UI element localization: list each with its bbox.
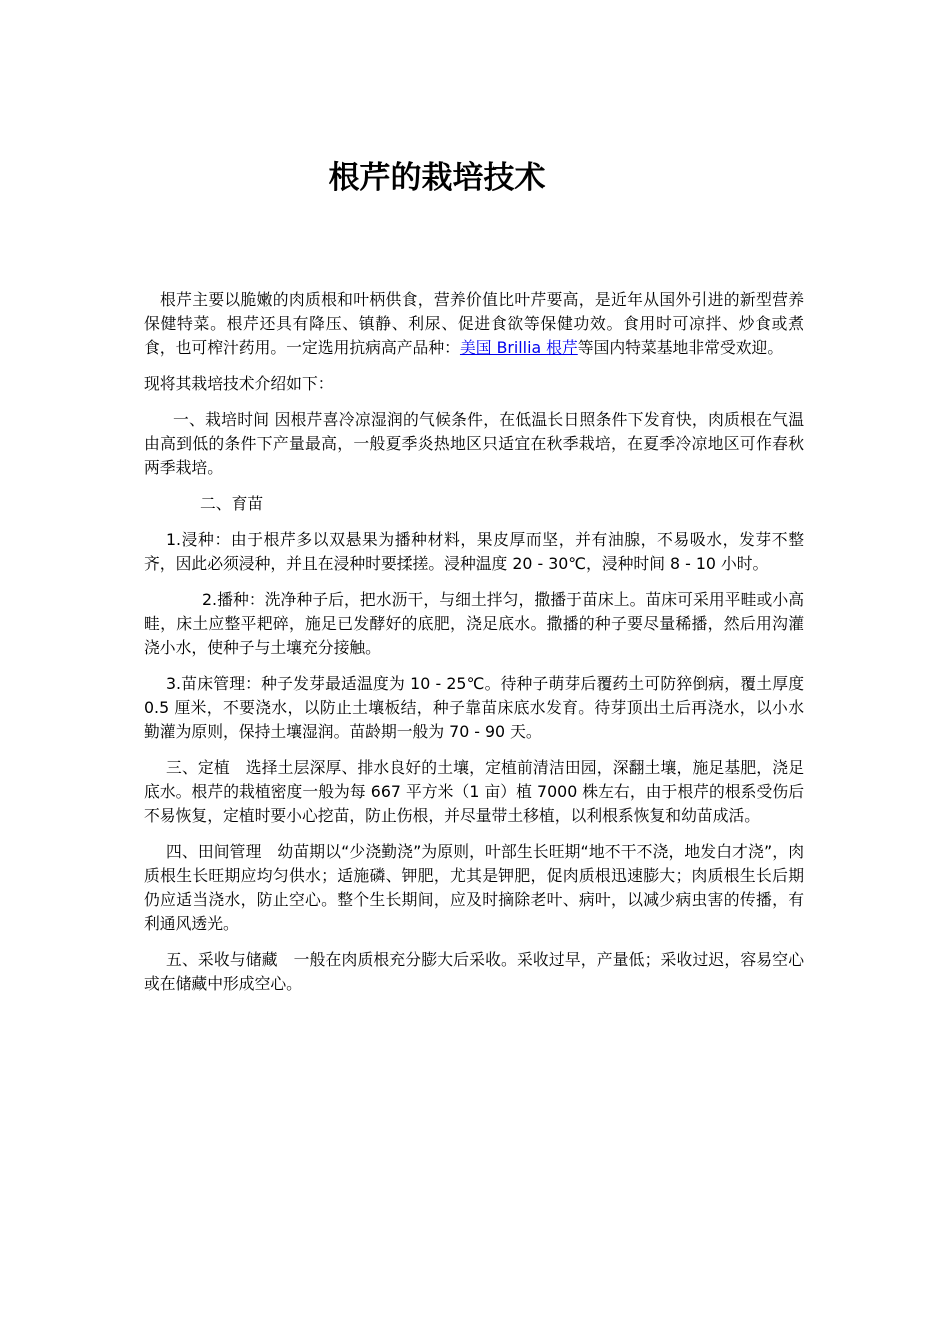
paragraph-section-5: 五、采收与储藏 一般在肉质根充分膨大后采收。采收过早，产量低；采收过迟，容易空心或在储藏中形成空心。 xyxy=(144,950,804,993)
variety-link[interactable]: 美国 Brillia 根芹 xyxy=(459,338,578,357)
paragraph-seedbed-management: 3.苗床管理：种子发芽最适温度为 10 - 25℃。待种子萌芽后覆药土可防猝倒病，覆土厚度 0.5 厘米，不要浇水，以防止土壤板结，种子靠苗床底水发育。待芽顶出土后再浇水，以小水勤灌为原则，保持土壤湿润。苗龄期一般为 70 - 90 天。 xyxy=(144,674,804,741)
intro-paragraph xyxy=(144,288,804,360)
paragraph-section-3: 三、定植 选择土层深厚、排水良好的土壤，定植前清洁田园，深翻土壤，施足基肥，浇足底水。根芹的栽植密度一般为每 667 平方米（1 亩）植 7000 株左右，由于根芹的根系受伤后不易恢复，定植时要小心挖苗，防止伤根，并尽量带土移植，以利根系恢复和幼苗成活。 xyxy=(144,758,804,825)
page-title: 根芹的栽培技术 xyxy=(328,160,546,196)
paragraph-section-4: 四、田间管理 幼苗期以“少浇勤浇”为原则，叶部生长旺期“地不干不浇，地发白才浇”，肉质根生长旺期应均匀供水；适施磷、钾肥，尤其是钾肥，促肉质根迅速膨大；肉质根生长后期仍应适当浇水，防止空心。整个生长期间，应及时摘除老叶、病叶，以减少病虫害的传播，有利通风透光。 xyxy=(144,842,804,933)
intro-text-before-link: 根芹主要以脆嫩的肉质根和叶柄供食，营养价值比叶芹要高，是近年从国外引进的新型营养保健特菜。根芹还具有降压、镇静、利尿、促进食欲等保健功效。食用时可凉拌、炒食或煮食，也可榨汁药用。一定选用抗病高产品种： xyxy=(144,290,804,357)
document-body xyxy=(144,288,804,1008)
paragraph-overview: 现将其栽培技术介绍如下： xyxy=(144,374,334,393)
paragraph-sowing: 2.播种：洗净种子后，把水沥干，与细土拌匀，撒播于苗床上。苗床可采用平畦或小高畦，床土应整平耙碎，施足已发酵好的底肥，浇足底水。撒播的种子要尽量稀播，然后用沟灌浇小水，使种子与土壤充分接触。 xyxy=(144,590,804,657)
intro-text-after-link: 等国内特菜基地非常受欢迎。 xyxy=(577,338,784,357)
paragraph-section-1: 一、栽培时间 因根芹喜冷凉湿润的气候条件，在低温长日照条件下发育快，肉质根在气温由高到低的条件下产量最高，一般夏季炎热地区只适宜在秋季栽培，在夏季冷凉地区可作春秋两季栽培。 xyxy=(144,410,804,477)
paragraph-soaking: 1.浸种：由于根芹多以双悬果为播种材料，果皮厚而坚，并有油腺，不易吸水，发芽不整齐，因此必须浸种，并且在浸种时要揉搓。浸种温度 20 - 30℃，浸种时间 8 - 10 小时。 xyxy=(144,530,804,573)
paragraph-section-2-heading: 二、育苗 xyxy=(200,494,264,513)
